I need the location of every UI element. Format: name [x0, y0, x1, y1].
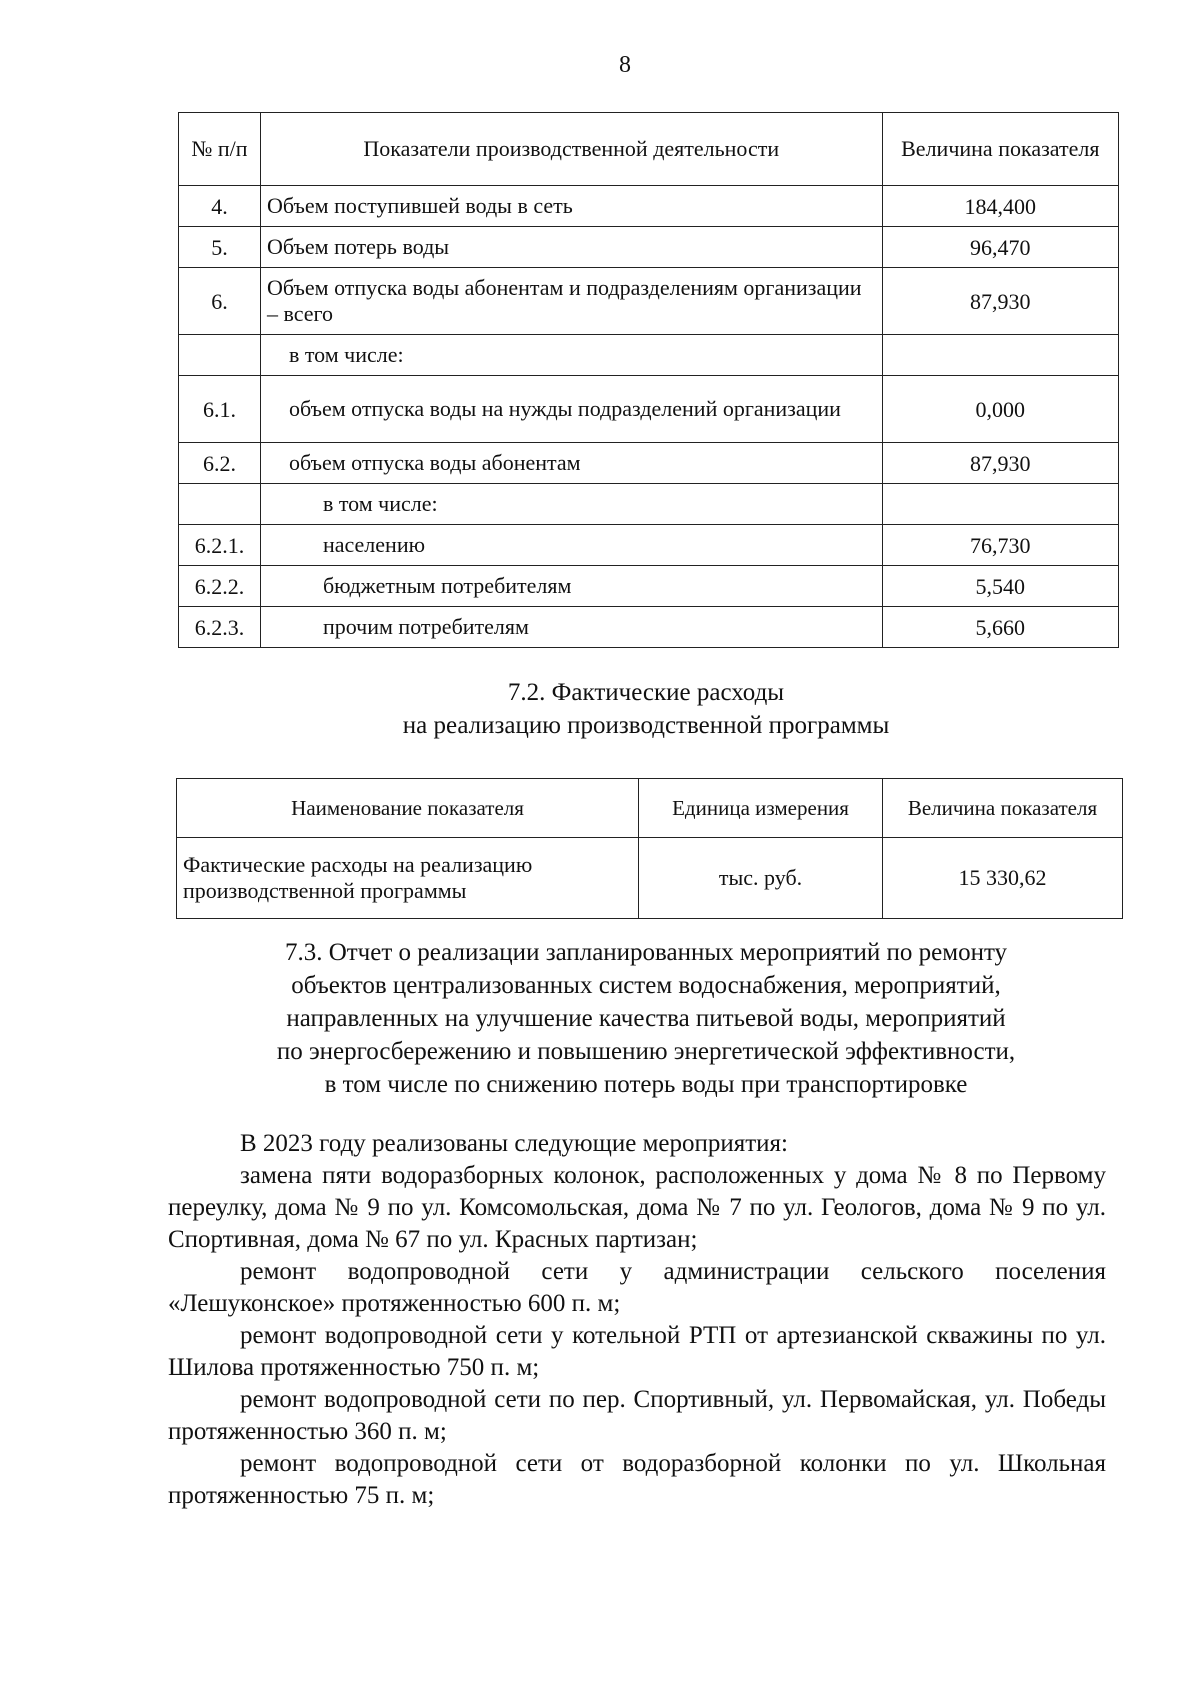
row-name: Объем отпуска воды абонентам и подразделениям организации – всего	[260, 268, 882, 335]
row-num: 6.1.	[179, 376, 261, 443]
list-item: ремонт водопроводной сети от водоразборной колонки по ул. Школьная протяженностью 75 п. м;	[168, 1450, 1106, 1509]
row-num: 5.	[179, 227, 261, 268]
section-7-3-title	[0, 936, 1200, 1101]
row-name: в том числе:	[260, 484, 882, 525]
header-value: Величина показателя	[882, 779, 1122, 838]
row-value: 15 330,62	[882, 838, 1122, 919]
list-item: ремонт водопроводной сети у администрации сельского поселения «Лешуконское» протяженностью 600 п. м;	[168, 1258, 1106, 1317]
page-number: 8	[619, 52, 631, 78]
section-7-2-title-line2: на реализацию производственной программы	[402, 712, 890, 739]
body-text	[168, 1128, 1106, 1512]
row-name: Фактические расходы на реализацию производственной программы	[177, 838, 639, 919]
row-num: 4.	[179, 186, 261, 227]
row-name: Объем потерь воды	[260, 227, 882, 268]
row-value: 87,930	[882, 443, 1118, 484]
table-row	[179, 186, 1119, 227]
header-value: Величина показателя	[882, 113, 1118, 186]
row-name: населению	[260, 525, 882, 566]
row-name: объем отпуска воды абонентам	[260, 443, 882, 484]
intro-paragraph: В 2023 году реализованы следующие мероприятия:	[240, 1130, 788, 1157]
table-row	[179, 525, 1119, 566]
table-row	[179, 227, 1119, 268]
section-7-3-title-line: направленных на улучшение качества питьевой воды, мероприятий	[286, 1005, 1006, 1032]
table-header-row	[179, 113, 1119, 186]
list-item: ремонт водопроводной сети у котельной РТП от артезианской скважины по ул. Шилова протяженностью 750 п. м;	[168, 1322, 1106, 1381]
table-row	[179, 268, 1119, 335]
row-value: 0,000	[882, 376, 1118, 443]
row-value	[882, 335, 1118, 376]
row-value	[882, 484, 1118, 525]
expenses-table	[176, 778, 1123, 919]
table-row	[179, 376, 1119, 443]
header-num: № п/п	[179, 113, 261, 186]
list-item: ремонт водопроводной сети по пер. Спортивный, ул. Первомайская, ул. Победы протяженностью 360 п. м;	[168, 1386, 1106, 1445]
list-item: замена пяти водоразборных колонок, расположенных у дома № 8 по Первому переулку, дома № 9 по ул. Комсомольская, дома № 7 по ул. Геологов, дома № 9 по ул. Спортивная, дома № 67 по ул. Красных партизан;	[168, 1162, 1106, 1253]
table-row	[179, 566, 1119, 607]
table-row	[177, 838, 1123, 919]
row-name: прочим потребителям	[260, 607, 882, 648]
row-num: 6.2.	[179, 443, 261, 484]
table-row	[179, 484, 1119, 525]
indicators-table	[178, 112, 1119, 648]
row-num: 6.	[179, 268, 261, 335]
row-num	[179, 335, 261, 376]
table-row	[179, 335, 1119, 376]
row-name: бюджетным потребителям	[260, 566, 882, 607]
row-unit: тыс. руб.	[639, 838, 883, 919]
table-header-row	[177, 779, 1123, 838]
section-7-3-title-line: объектов централизованных систем водоснабжения, мероприятий,	[291, 972, 1001, 999]
section-7-3-title-line: 7.3. Отчет о реализации запланированных мероприятий по ремонту	[284, 939, 1008, 966]
table-row	[179, 443, 1119, 484]
section-7-2-title	[0, 676, 1200, 742]
row-num	[179, 484, 261, 525]
section-7-3-title-line: по энергосбережению и повышению энергетической эффективности,	[276, 1038, 1016, 1065]
row-name: Объем поступившей воды в сеть	[260, 186, 882, 227]
row-name: в том числе:	[260, 335, 882, 376]
row-num: 6.2.1.	[179, 525, 261, 566]
header-indicator-name: Наименование показателя	[177, 779, 639, 838]
row-value: 5,660	[882, 607, 1118, 648]
header-indicator: Показатели производственной деятельности	[260, 113, 882, 186]
row-value: 184,400	[882, 186, 1118, 227]
table-row	[179, 607, 1119, 648]
row-num: 6.2.2.	[179, 566, 261, 607]
section-7-3-title-line: в том числе по снижению потерь воды при транспортировке	[324, 1071, 968, 1098]
row-value: 87,930	[882, 268, 1118, 335]
row-value: 5,540	[882, 566, 1118, 607]
header-unit: Единица измерения	[639, 779, 883, 838]
section-7-2-title-line1: 7.2. Фактические расходы	[507, 679, 785, 706]
row-value: 76,730	[882, 525, 1118, 566]
row-num: 6.2.3.	[179, 607, 261, 648]
row-name: объем отпуска воды на нужды подразделений организации	[260, 376, 882, 443]
row-value: 96,470	[882, 227, 1118, 268]
